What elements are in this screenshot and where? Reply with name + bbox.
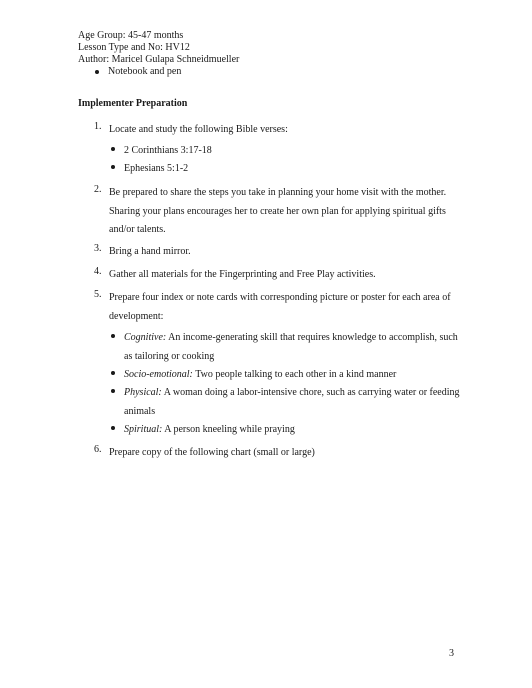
- step-text: Gather all materials for the Fingerprinting and Free Play activities.: [109, 269, 376, 280]
- area-label: Physical:: [124, 387, 162, 398]
- verse-text: 2 Corinthians 3:17-18: [124, 145, 212, 156]
- lesson-line: Lesson Type and No: HV12: [78, 42, 190, 53]
- step-text: Be prepared to share the steps you take in planning your home visit with the mother. Sharing your plans encourages her to create her own plan for applying spiritual gifts and/or talents.: [109, 187, 447, 235]
- step-text: Prepare copy of the following chart (small or large): [109, 447, 315, 458]
- age-group-line: Age Group: 45-47 months: [78, 30, 184, 41]
- lesson-header: [78, 30, 239, 78]
- step-number: 6.: [94, 444, 102, 455]
- step-number: 2.: [94, 184, 102, 195]
- bullet-icon: [95, 70, 99, 74]
- step-number: 5.: [94, 289, 102, 300]
- step-number: 3.: [94, 243, 102, 254]
- section-title: Implementer Preparation: [78, 98, 188, 109]
- bullet-icon: [111, 426, 115, 430]
- area-label: Spiritual:: [124, 424, 163, 435]
- bullet-icon: [111, 334, 115, 338]
- area-description: A woman doing a labor-intensive chore, such as carrying water or feeding animals: [124, 387, 460, 417]
- step-text: Bring a hand mirror.: [109, 246, 191, 257]
- area-description: An income-generating skill that requires knowledge to accomplish, such as tailoring or cooking: [124, 332, 458, 362]
- step-text: Prepare four index or note cards with corresponding picture or poster for each area of development:: [109, 292, 451, 322]
- step-number: 1.: [94, 121, 102, 132]
- verse-text: Ephesians 5:1-2: [124, 163, 189, 174]
- bullet-icon: [111, 371, 115, 375]
- area-description: A person kneeling while praying: [162, 424, 295, 435]
- area-label: Cognitive:: [124, 332, 167, 343]
- area-description: Two people talking to each other in a kind manner: [192, 369, 397, 380]
- bullet-icon: [111, 165, 115, 169]
- page-number: 3: [449, 648, 454, 659]
- author-line: Author: Maricel Gulapa Schneidmueller: [78, 54, 240, 65]
- area-label: Socio-emotional:: [124, 369, 193, 380]
- bullet-icon: [111, 147, 115, 151]
- step-text: Locate and study the following Bible verses:: [109, 124, 288, 135]
- step-number: 4.: [94, 266, 102, 277]
- materials-bullet-text: Notebook and pen: [108, 66, 182, 77]
- bullet-icon: [111, 389, 115, 393]
- materials-bullet-item: [78, 66, 239, 78]
